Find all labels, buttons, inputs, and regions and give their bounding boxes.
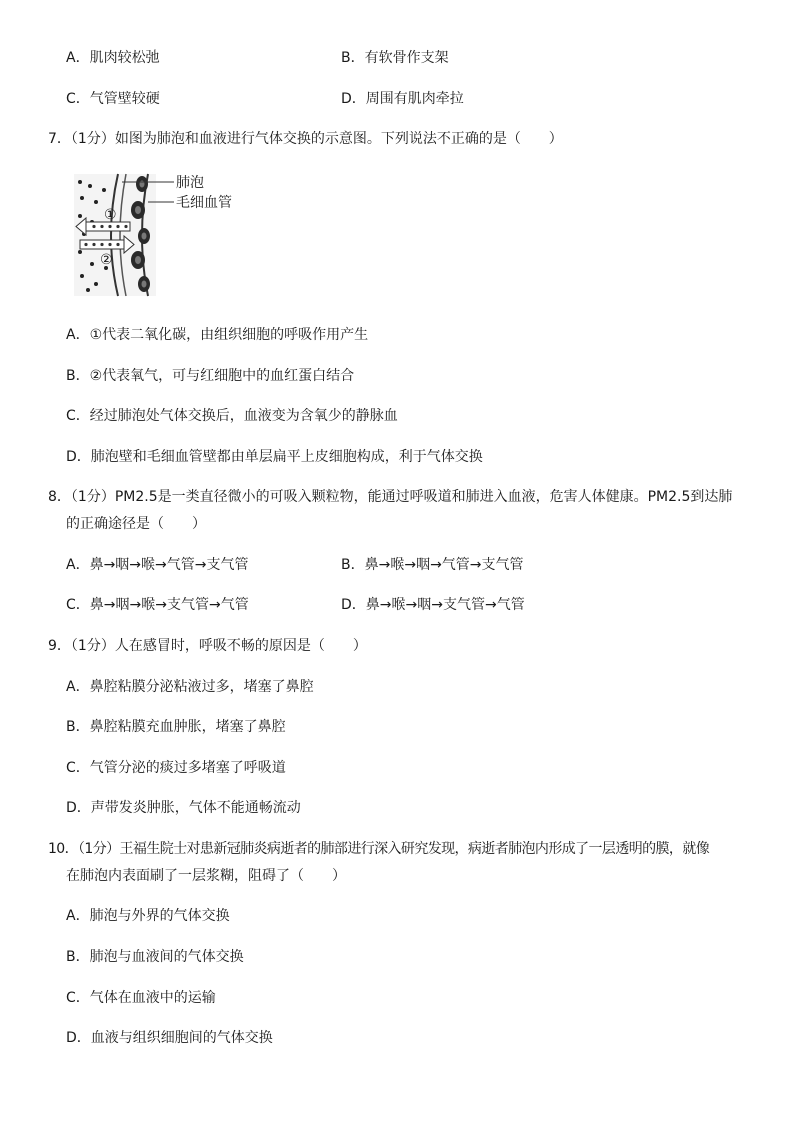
q8-option-a: A．鼻→咽→喉→气管→支气管 [66, 557, 249, 573]
q7-option-b: B．②代表氧气，可与红细胞中的血红蛋白结合 [66, 368, 355, 384]
q9-option-d: D．声带发炎肿胀，气体不能通畅流动 [66, 800, 301, 816]
label-capillary: 毛细血管 [176, 195, 232, 211]
q7-option-d: D．肺泡壁和毛细血管壁都由单层扁平上皮细胞构成，利于气体交换 [66, 449, 483, 465]
q6-option-a: A．肌肉较松弛 [66, 50, 160, 66]
q6-option-b: B．有软骨作支架 [341, 50, 449, 66]
q8-option-d: D．鼻→喉→咽→支气管→气管 [341, 597, 525, 613]
q7-option-a: A．①代表二氧化碳，由组织细胞的呼吸作用产生 [66, 327, 369, 343]
q8-stem-line1: 8．（1分）PM2.5是一类直径微小的可吸入颗粒物，能通过呼吸道和肺进入血液，危害人体健康。PM2.5到达肺 [48, 489, 733, 505]
q10-option-d: D．血液与组织细胞间的气体交换 [66, 1030, 273, 1046]
q7-stem: 7．（1分）如图为肺泡和血液进行气体交换的示意图。下列说法不正确的是（ ） [48, 131, 563, 147]
q10-option-c: C．气体在血液中的运输 [66, 990, 216, 1006]
marker-1: ① [104, 207, 117, 223]
q10-stem-line1: 10．（1分）王福生院士对患新冠肺炎病逝者的肺部进行深入研究发现，病逝者肺泡内形成了一层透明的膜，就像 [48, 841, 710, 857]
q9-option-b: B．鼻腔粘膜充血肿胀，堵塞了鼻腔 [66, 719, 286, 735]
gas-exchange-figure [74, 172, 274, 298]
q10-option-b: B．肺泡与血液间的气体交换 [66, 949, 244, 965]
q10-stem-line2: 在肺泡内表面刷了一层浆糊，阻碍了（ ） [66, 868, 346, 884]
q7-option-c: C．经过肺泡处气体交换后，血液变为含氧少的静脉血 [66, 408, 398, 424]
q9-stem: 9．（1分）人在感冒时，呼吸不畅的原因是（ ） [48, 638, 367, 654]
label-alveolus: 肺泡 [176, 175, 204, 191]
q6-option-d: D．周围有肌肉牵拉 [341, 91, 464, 107]
q6-option-c: C．气管壁较硬 [66, 91, 160, 107]
gas-exchange-diagram [74, 172, 274, 298]
q8-option-c: C．鼻→咽→喉→支气管→气管 [66, 597, 249, 613]
q10-option-a: A．肺泡与外界的气体交换 [66, 908, 230, 924]
marker-2: ② [100, 252, 113, 268]
q8-stem-line2: 的正确途径是（ ） [66, 516, 206, 532]
q9-option-c: C．气管分泌的痰过多堵塞了呼吸道 [66, 760, 286, 776]
q9-option-a: A．鼻腔粘膜分泌粘液过多，堵塞了鼻腔 [66, 679, 314, 695]
q8-option-b: B．鼻→喉→咽→气管→支气管 [341, 557, 524, 573]
